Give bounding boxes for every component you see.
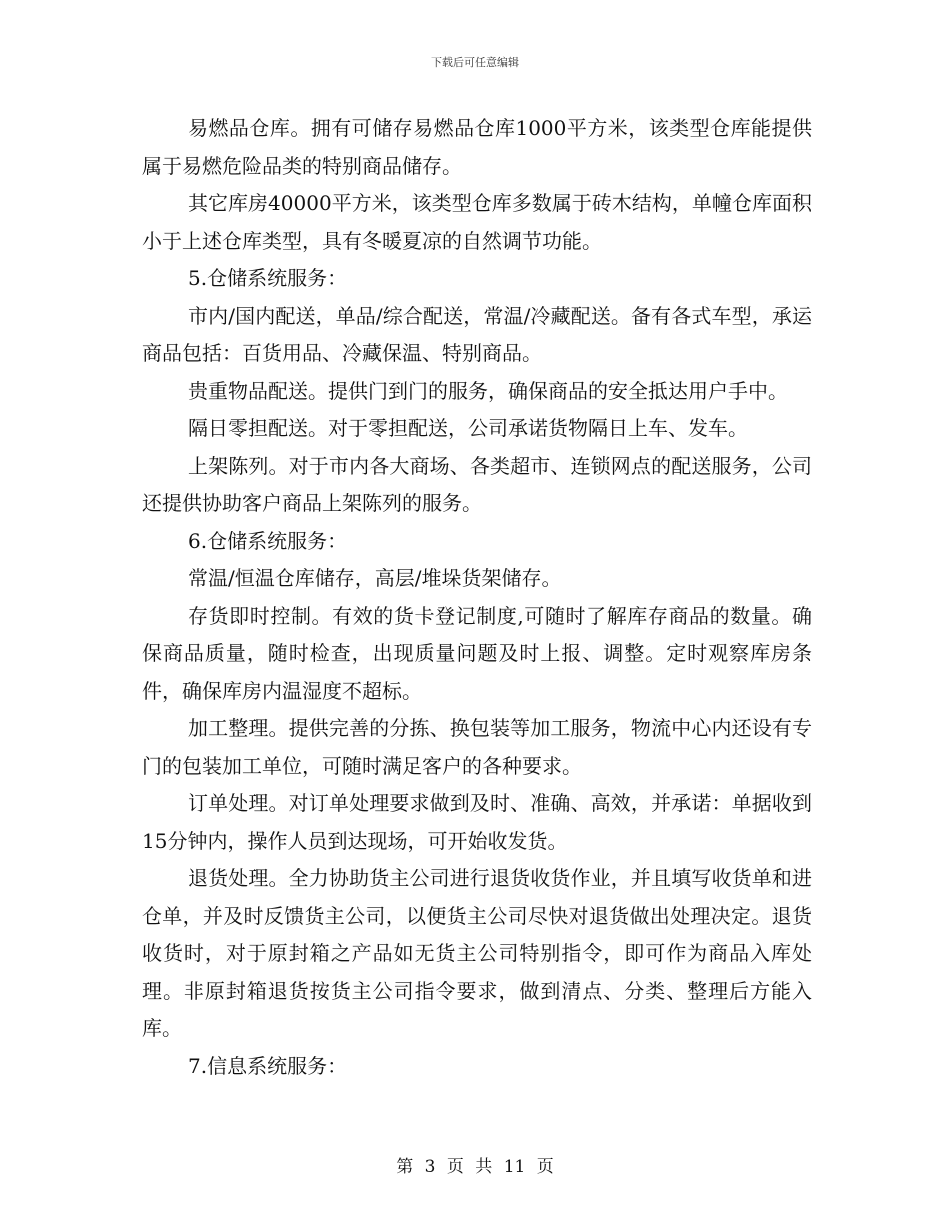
paragraph-next-day-delivery: 隔日零担配送。对于零担配送，公司承诺货物隔日上车、发车。 [188, 416, 748, 440]
paragraph-storage-types: 常温/恒温仓库储存，高层/堆垛货架储存。 [188, 566, 562, 590]
paragraph-shelf-display: 上架陈列。对于市内各大商场、各类超市、连锁网点的配送服务，公司还提供协助客户商品上架陈列的服务。 [142, 453, 812, 515]
section-heading-6: 6.仓储系统服务： [188, 528, 348, 553]
section-heading-7: 7.信息系统服务： [188, 1053, 348, 1078]
paragraph-inventory-control: 存货即时控制。有效的货卡登记制度,可随时了解库存商品的数量。确保商品质量，随时检查，出现质量问题及时上报、调整。定时观察库房条件，确保库房内温湿度不超标。 [142, 603, 812, 703]
paragraph-valuables-delivery: 贵重物品配送。提供门到门的服务，确保商品的安全抵达用户手中。 [188, 378, 788, 403]
paragraph-other-warehouses: 其它库房40000平方米，该类型仓库多数属于砖木结构，单幢仓库面积小于上述仓库类型，具有冬暖夏凉的自然调节功能。 [142, 191, 812, 253]
paragraph-delivery-types: 市内/国内配送，单品/综合配送，常温/冷藏配送。备有各式车型，承运商品包括：百货用品、冷藏保温、特别商品。 [142, 303, 812, 365]
section-heading-5: 5.仓储系统服务： [188, 266, 348, 290]
paragraph-flammable-warehouse: 易燃品仓库。拥有可储存易燃品仓库1000平方米，该类型仓库能提供属于易燃危险品类的特别商品储存。 [142, 116, 812, 178]
page-footer: 第 3 页 共 11 页 [396, 1157, 554, 1177]
document-body [142, 110, 812, 1085]
paragraph-returns: 退货处理。全力协助货主公司进行退货收货作业，并且填写收货单和进仓单，并及时反馈货主公司，以便货主公司尽快对退货做出处理决定。退货收货时，对于原封箱之产品如无货主公司特别指令，即可作为商品入库处理。非原封箱退货按货主公司指令要求，做到清点、分类、整理后方能入库。 [142, 866, 812, 1040]
page-header: 下载后可任意编辑 [431, 56, 519, 69]
paragraph-order-handling: 订单处理。对订单处理要求做到及时、准确、高效，并承诺：单据收到15分钟内，操作人员到达现场，可开始收发货。 [142, 791, 812, 853]
paragraph-processing: 加工整理。提供完善的分拣、换包装等加工服务，物流中心内还设有专门的包装加工单位，可随时满足客户的各种要求。 [142, 716, 812, 778]
